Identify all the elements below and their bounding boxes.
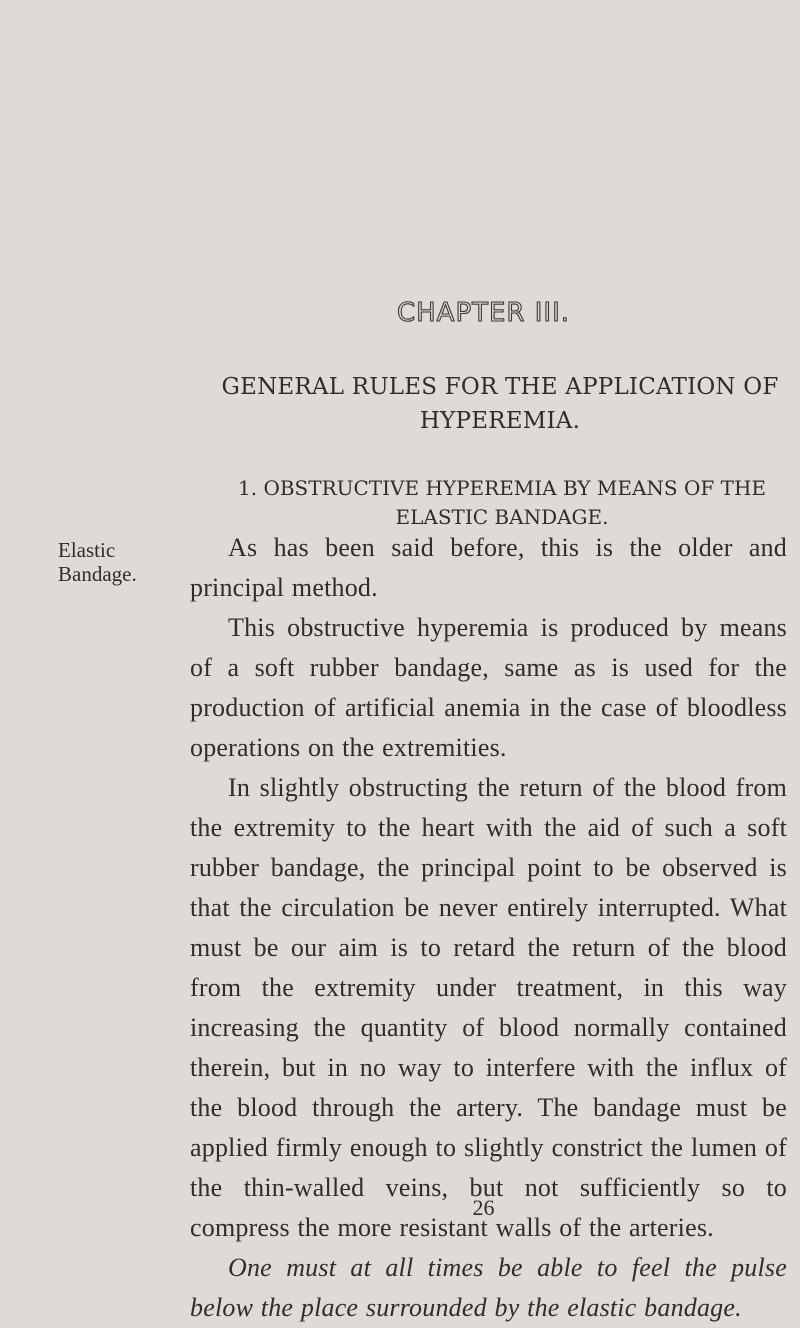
- paragraph-2: This obstructive hyperemia is produced by means of a soft rubber bandage, same as is used for the production of artificial anemia in the case of bloodless operations on the extremities.: [190, 613, 787, 762]
- page-number: 26: [472, 1195, 495, 1220]
- paragraph-4: One must at all times be able to feel the pulse below the place surrounded by the elastic bandage.: [190, 1253, 787, 1322]
- chapter-title: GENERAL RULES FOR THE APPLICATION OF HYPEREMIA.: [221, 374, 779, 434]
- paragraph-3: In slightly obstructing the return of the blood from the extremity to the heart with the aid of such a soft rubber bandage, the principal point to be observed is that the circulation be never entirely interrupted. What must be our aim is to retard the return of the blood from the extremity under treatment, in this way increasing the quantity of blood normally contained therein, but in no way to interfere with the influx of the blood through the artery. The bandage must be applied firmly enough to slightly constrict the lumen of the thin-walled veins, but not sufficiently so to compress the more resistant walls of the arteries.: [190, 773, 787, 1242]
- margin-note: Elastic Bandage.: [58, 538, 137, 586]
- chapter-heading: CHAPTER III.: [396, 298, 571, 328]
- section-title: 1. OBSTRUCTIVE HYPEREMIA BY MEANS OF THE ELASTIC BANDAGE.: [238, 476, 766, 529]
- paragraph-1: As has been said before, this is the older and principal method.: [190, 533, 787, 602]
